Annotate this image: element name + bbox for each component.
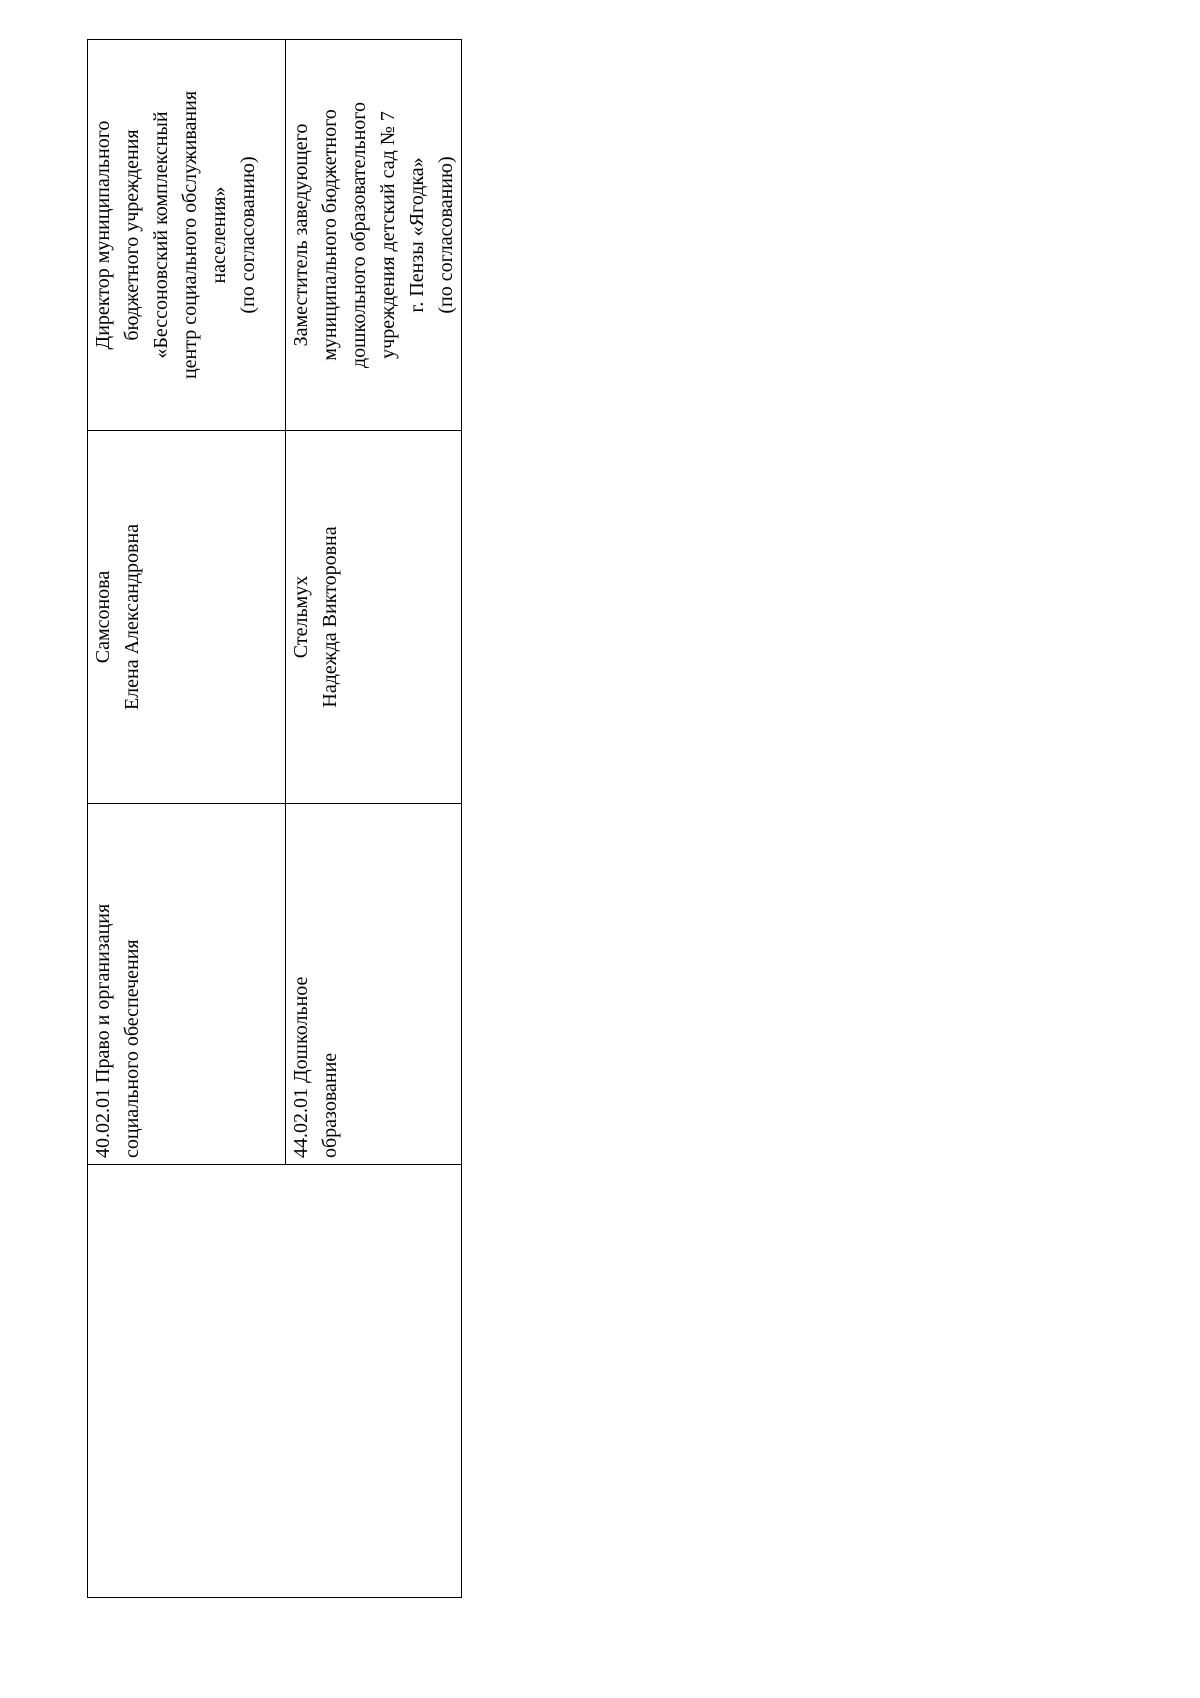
position-text: муниципального бюджетного — [319, 109, 341, 361]
position-text: Директор муниципального — [92, 120, 114, 350]
position-text: Заместитель заведующего — [290, 123, 312, 347]
table-cell-specialty — [286, 804, 462, 1165]
specialty-text: 40.02.01 Право и организация — [92, 903, 114, 1158]
table-cell-col1 — [88, 1165, 462, 1598]
table-cell-position — [88, 40, 286, 431]
commission-table — [87, 39, 462, 1598]
person-given-names: Елена Александровна — [121, 523, 143, 711]
table-cell-name — [286, 431, 462, 804]
person-given-names: Надежда Викторовна — [319, 526, 341, 708]
position-text: центр социального обслуживания — [179, 90, 201, 380]
specialty-text: образование — [319, 1052, 341, 1158]
specialty-text: социального обеспечения — [121, 939, 143, 1158]
position-text: (по согласованию) — [237, 156, 259, 314]
table-cell-specialty — [88, 804, 286, 1165]
person-surname: Стельмух — [290, 575, 312, 659]
position-text: учреждения детский сад № 7 — [377, 111, 399, 359]
position-text: г. Пензы «Ягодка» — [406, 157, 428, 313]
position-text: населения» — [208, 186, 230, 284]
rotated-page-content — [87, 40, 455, 1598]
position-text: «Бессоновский комплексный — [150, 111, 172, 359]
position-text: дошкольного образовательного — [348, 101, 370, 369]
position-text: бюджетного учреждения — [121, 129, 143, 341]
position-text: (по согласованию) — [435, 156, 457, 314]
table-cell-position — [286, 40, 462, 431]
person-surname: Самсонова — [92, 570, 114, 664]
table-cell-name — [88, 431, 286, 804]
table-row — [88, 40, 286, 1598]
specialty-text: 44.02.01 Дошкольное — [290, 976, 312, 1158]
